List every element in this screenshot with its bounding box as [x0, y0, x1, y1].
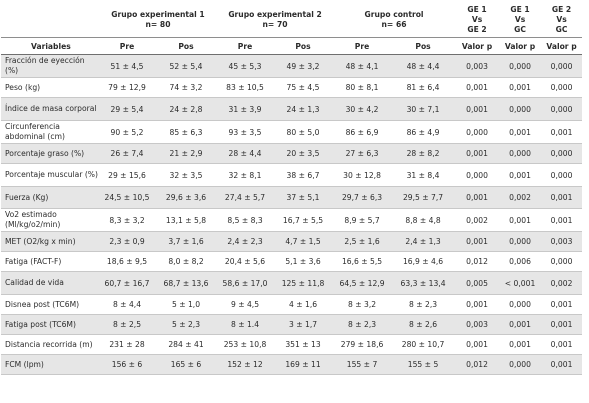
p-ge1-gc: 0,001 — [499, 164, 541, 187]
gc-pos-value: 8 ± 2,6 — [391, 315, 455, 335]
gc-pos-value: 280 ± 10,7 — [391, 335, 455, 355]
p-ge1-gc: 0,000 — [499, 232, 541, 252]
table-row — [1, 315, 582, 335]
ge2-pos-value: 3 ± 1,7 — [273, 315, 333, 335]
header-ge1-pre: Pre — [99, 38, 155, 55]
header-ge2-pos: Pos — [273, 38, 333, 55]
p-ge2-gc: 0,003 — [541, 232, 582, 252]
header-group-control — [333, 3, 455, 38]
table-row — [1, 335, 582, 355]
p-ge2-gc: 0,001 — [541, 187, 582, 209]
variable-label: Calidad de vida — [1, 272, 99, 295]
ge2-pre-value: 28 ± 4,4 — [217, 144, 273, 164]
variable-label: Fuerza (Kg) — [1, 187, 99, 209]
table-row — [1, 55, 582, 78]
group-exp1-title: Grupo experimental 1 — [111, 10, 205, 19]
p-ge1-gc: 0,001 — [499, 209, 541, 232]
p-ge1-gc: 0,001 — [499, 78, 541, 98]
p-ge1-gc: 0,000 — [499, 295, 541, 315]
ge1-pre-value: 156 ± 6 — [99, 355, 155, 375]
header-group-exp2 — [217, 3, 333, 38]
ge1-pos-value: 68,7 ± 13,6 — [155, 272, 217, 295]
group-control-n: n= 66 — [381, 20, 407, 29]
p-ge2-gc: 0,001 — [541, 121, 582, 144]
p-ge2-gc: 0,000 — [541, 78, 582, 98]
ge2-pos-value: 24 ± 1,3 — [273, 98, 333, 121]
ge1-pre-value: 8 ± 4,4 — [99, 295, 155, 315]
gc-pre-value: 48 ± 4,1 — [333, 55, 391, 78]
variable-label: Porcentaje muscular (%) — [1, 164, 99, 187]
ge2-pos-value: 4 ± 1,6 — [273, 295, 333, 315]
ge1-pos-value: 8,0 ± 8,2 — [155, 252, 217, 272]
ge2-pos-value: 49 ± 3,2 — [273, 55, 333, 78]
ge1-gc-line3: GC — [514, 25, 526, 34]
ge2-gc-line2: Vs — [556, 15, 567, 24]
header-group-exp1 — [99, 3, 217, 38]
p-ge1-ge2: 0,001 — [455, 232, 499, 252]
gc-pre-value: 29,7 ± 6,3 — [333, 187, 391, 209]
p-ge1-gc: 0,000 — [499, 355, 541, 375]
ge1-pos-value: 5 ± 2,3 — [155, 315, 217, 335]
gc-pos-value: 155 ± 5 — [391, 355, 455, 375]
variable-label: FCM (lpm) — [1, 355, 99, 375]
gc-pre-value: 279 ± 18,6 — [333, 335, 391, 355]
ge2-pre-value: 20,4 ± 5,6 — [217, 252, 273, 272]
variable-label: Índice de masa corporal — [1, 98, 99, 121]
p-ge1-ge2: 0,002 — [455, 209, 499, 232]
p-ge1-gc: 0,000 — [499, 98, 541, 121]
variable-label: MET (O2/kg x min) — [1, 232, 99, 252]
variable-label: Disnea post (TC6M) — [1, 295, 99, 315]
ge1-pos-value: 32 ± 3,5 — [155, 164, 217, 187]
p-ge1-gc: < 0,001 — [499, 272, 541, 295]
gc-pos-value: 86 ± 4,9 — [391, 121, 455, 144]
ge2-pre-value: 31 ± 3,9 — [217, 98, 273, 121]
ge1-gc-line2: Vs — [514, 15, 526, 24]
p-ge1-gc: 0,000 — [499, 144, 541, 164]
ge2-gc-line3: GC — [555, 25, 568, 34]
ge2-pre-value: 27,4 ± 5,7 — [217, 187, 273, 209]
p-ge1-gc: 0,006 — [499, 252, 541, 272]
ge1-pos-value: 5 ± 1,0 — [155, 295, 217, 315]
variable-label: Peso (kg) — [1, 78, 99, 98]
ge1-pos-value: 3,7 ± 1,6 — [155, 232, 217, 252]
gc-pos-value: 28 ± 8,2 — [391, 144, 455, 164]
p-ge2-gc: 0,000 — [541, 144, 582, 164]
gc-pos-value: 81 ± 6,4 — [391, 78, 455, 98]
header-ge2-vs-gc — [541, 3, 582, 38]
ge2-pos-value: 16,7 ± 5,5 — [273, 209, 333, 232]
p-ge1-ge2: 0,001 — [455, 335, 499, 355]
p-ge1-ge2: 0,000 — [455, 121, 499, 144]
gc-pre-value: 2,5 ± 1,6 — [333, 232, 391, 252]
p-ge2-gc: 0,001 — [541, 335, 582, 355]
p-ge1-gc: 0,000 — [499, 55, 541, 78]
ge1-pre-value: 90 ± 5,2 — [99, 121, 155, 144]
header-p-ge1-gc: Valor p — [499, 38, 541, 55]
gc-pre-value: 30 ± 12,8 — [333, 164, 391, 187]
table-row — [1, 355, 582, 375]
table-row — [1, 78, 582, 98]
p-ge1-ge2: 0,000 — [455, 164, 499, 187]
ge1-pos-value: 21 ± 2,9 — [155, 144, 217, 164]
gc-pos-value: 16,9 ± 4,6 — [391, 252, 455, 272]
table-row — [1, 295, 582, 315]
gc-pre-value: 86 ± 6,9 — [333, 121, 391, 144]
gc-pos-value: 48 ± 4,4 — [391, 55, 455, 78]
table-row — [1, 252, 582, 272]
p-ge1-gc: 0,001 — [499, 335, 541, 355]
ge1-pos-value: 74 ± 3,2 — [155, 78, 217, 98]
ge1-pre-value: 29 ± 5,4 — [99, 98, 155, 121]
table-body — [1, 55, 582, 375]
gc-pos-value: 31 ± 8,4 — [391, 164, 455, 187]
ge2-gc-line1: GE 2 — [551, 5, 572, 14]
ge2-pos-value: 38 ± 6,7 — [273, 164, 333, 187]
header-ge2-pre: Pre — [217, 38, 273, 55]
p-ge1-ge2: 0,012 — [455, 252, 499, 272]
gc-pos-value: 29,5 ± 7,7 — [391, 187, 455, 209]
table-row — [1, 187, 582, 209]
group-exp1-n: n= 80 — [145, 20, 171, 29]
ge1-ge2-line1: GE 1 — [467, 5, 487, 14]
ge1-pre-value: 231 ± 28 — [99, 335, 155, 355]
gc-pre-value: 30 ± 4,2 — [333, 98, 391, 121]
header-p-ge2-gc: Valor p — [541, 38, 582, 55]
ge1-pre-value: 8 ± 2,5 — [99, 315, 155, 335]
group-exp2-title: Grupo experimental 2 — [228, 10, 322, 19]
header-gc-pre: Pre — [333, 38, 391, 55]
ge1-pos-value: 284 ± 41 — [155, 335, 217, 355]
p-ge1-ge2: 0,005 — [455, 272, 499, 295]
ge2-pre-value: 45 ± 5,3 — [217, 55, 273, 78]
table-row — [1, 98, 582, 121]
ge2-pre-value: 8 ± 1.4 — [217, 315, 273, 335]
p-ge2-gc: 0,000 — [541, 55, 582, 78]
ge1-pre-value: 51 ± 4,5 — [99, 55, 155, 78]
gc-pre-value: 8 ± 2,3 — [333, 315, 391, 335]
table-row — [1, 164, 582, 187]
gc-pre-value: 155 ± 7 — [333, 355, 391, 375]
variable-label: Distancia recorrida (m) — [1, 335, 99, 355]
p-ge1-gc: 0,001 — [499, 121, 541, 144]
gc-pre-value: 27 ± 6,3 — [333, 144, 391, 164]
ge1-pos-value: 85 ± 6,3 — [155, 121, 217, 144]
p-ge1-ge2: 0,001 — [455, 98, 499, 121]
ge2-pre-value: 253 ± 10,8 — [217, 335, 273, 355]
ge1-pos-value: 29,6 ± 3,6 — [155, 187, 217, 209]
p-ge1-gc: 0,002 — [499, 187, 541, 209]
header-blank — [1, 3, 99, 38]
ge1-pre-value: 29 ± 15,6 — [99, 164, 155, 187]
ge2-pre-value: 152 ± 12 — [217, 355, 273, 375]
ge1-pre-value: 18,6 ± 9,5 — [99, 252, 155, 272]
p-ge2-gc: 0,001 — [541, 209, 582, 232]
gc-pos-value: 2,4 ± 1,3 — [391, 232, 455, 252]
header-ge1-vs-gc — [499, 3, 541, 38]
results-table — [1, 3, 582, 375]
ge2-pos-value: 125 ± 11,8 — [273, 272, 333, 295]
gc-pre-value: 80 ± 8,1 — [333, 78, 391, 98]
group-exp2-n: n= 70 — [262, 20, 288, 29]
ge2-pre-value: 58,6 ± 17,0 — [217, 272, 273, 295]
ge2-pre-value: 93 ± 3,5 — [217, 121, 273, 144]
ge2-pos-value: 20 ± 3,5 — [273, 144, 333, 164]
gc-pos-value: 8 ± 2,3 — [391, 295, 455, 315]
p-ge1-ge2: 0,001 — [455, 144, 499, 164]
ge2-pos-value: 4,7 ± 1,5 — [273, 232, 333, 252]
table-row — [1, 272, 582, 295]
ge1-pre-value: 60,7 ± 16,7 — [99, 272, 155, 295]
group-header-row — [1, 3, 582, 38]
gc-pre-value: 8 ± 3,2 — [333, 295, 391, 315]
gc-pre-value: 64,5 ± 12,9 — [333, 272, 391, 295]
variable-label: Fatiga (FACT-F) — [1, 252, 99, 272]
header-p-ge1-ge2: Valor p — [455, 38, 499, 55]
gc-pos-value: 30 ± 7,1 — [391, 98, 455, 121]
column-header-row — [1, 38, 582, 55]
ge1-pre-value: 2,3 ± 0,9 — [99, 232, 155, 252]
ge2-pos-value: 351 ± 13 — [273, 335, 333, 355]
ge2-pos-value: 5,1 ± 3,6 — [273, 252, 333, 272]
p-ge1-ge2: 0,001 — [455, 187, 499, 209]
ge1-pos-value: 165 ± 6 — [155, 355, 217, 375]
variable-label: Vo2 estimado (Ml/kg/o2/min) — [1, 209, 99, 232]
ge2-pre-value: 32 ± 8,1 — [217, 164, 273, 187]
ge1-pos-value: 52 ± 5,4 — [155, 55, 217, 78]
header-variables: Variables — [1, 38, 99, 55]
p-ge1-ge2: 0,001 — [455, 295, 499, 315]
ge2-pre-value: 2,4 ± 2,3 — [217, 232, 273, 252]
ge1-pre-value: 24,5 ± 10,5 — [99, 187, 155, 209]
group-control-title: Grupo control — [364, 10, 424, 19]
header-ge1-pos: Pos — [155, 38, 217, 55]
gc-pos-value: 8,8 ± 4,8 — [391, 209, 455, 232]
variable-label: Fatiga post (TC6M) — [1, 315, 99, 335]
variable-label: Circunferencia abdominal (cm) — [1, 121, 99, 144]
p-ge2-gc: 0,000 — [541, 98, 582, 121]
table-row — [1, 232, 582, 252]
ge1-ge2-line2: Vs — [471, 15, 483, 24]
gc-pre-value: 8,9 ± 5,7 — [333, 209, 391, 232]
ge1-pre-value: 8,3 ± 3,2 — [99, 209, 155, 232]
variable-label: Porcentaje graso (%) — [1, 144, 99, 164]
ge2-pos-value: 169 ± 11 — [273, 355, 333, 375]
ge2-pos-value: 80 ± 5,0 — [273, 121, 333, 144]
table-row — [1, 209, 582, 232]
p-ge2-gc: 0,000 — [541, 252, 582, 272]
ge2-pos-value: 75 ± 4,5 — [273, 78, 333, 98]
header-gc-pos: Pos — [391, 38, 455, 55]
ge1-pre-value: 79 ± 12,9 — [99, 78, 155, 98]
p-ge2-gc: 0,000 — [541, 164, 582, 187]
gc-pos-value: 63,3 ± 13,4 — [391, 272, 455, 295]
variable-label: Fracción de eyección (%) — [1, 55, 99, 78]
ge1-pos-value: 24 ± 2,8 — [155, 98, 217, 121]
table-row — [1, 121, 582, 144]
p-ge1-gc: 0,001 — [499, 315, 541, 335]
p-ge1-ge2: 0,003 — [455, 55, 499, 78]
p-ge1-ge2: 0,001 — [455, 78, 499, 98]
table-row — [1, 144, 582, 164]
p-ge1-ge2: 0,003 — [455, 315, 499, 335]
ge1-pre-value: 26 ± 7,4 — [99, 144, 155, 164]
header-ge1-vs-ge2 — [455, 3, 499, 38]
ge2-pos-value: 37 ± 5,1 — [273, 187, 333, 209]
ge1-gc-line1: GE 1 — [510, 5, 530, 14]
ge1-pos-value: 13,1 ± 5,8 — [155, 209, 217, 232]
p-ge2-gc: 0,001 — [541, 315, 582, 335]
p-ge1-ge2: 0,012 — [455, 355, 499, 375]
p-ge2-gc: 0,002 — [541, 272, 582, 295]
ge2-pre-value: 83 ± 10,5 — [217, 78, 273, 98]
p-ge2-gc: 0,001 — [541, 355, 582, 375]
ge2-pre-value: 8,5 ± 8,3 — [217, 209, 273, 232]
gc-pre-value: 16,6 ± 5,5 — [333, 252, 391, 272]
p-ge2-gc: 0,001 — [541, 295, 582, 315]
ge1-ge2-line3: GE 2 — [467, 25, 487, 34]
ge2-pre-value: 9 ± 4,5 — [217, 295, 273, 315]
